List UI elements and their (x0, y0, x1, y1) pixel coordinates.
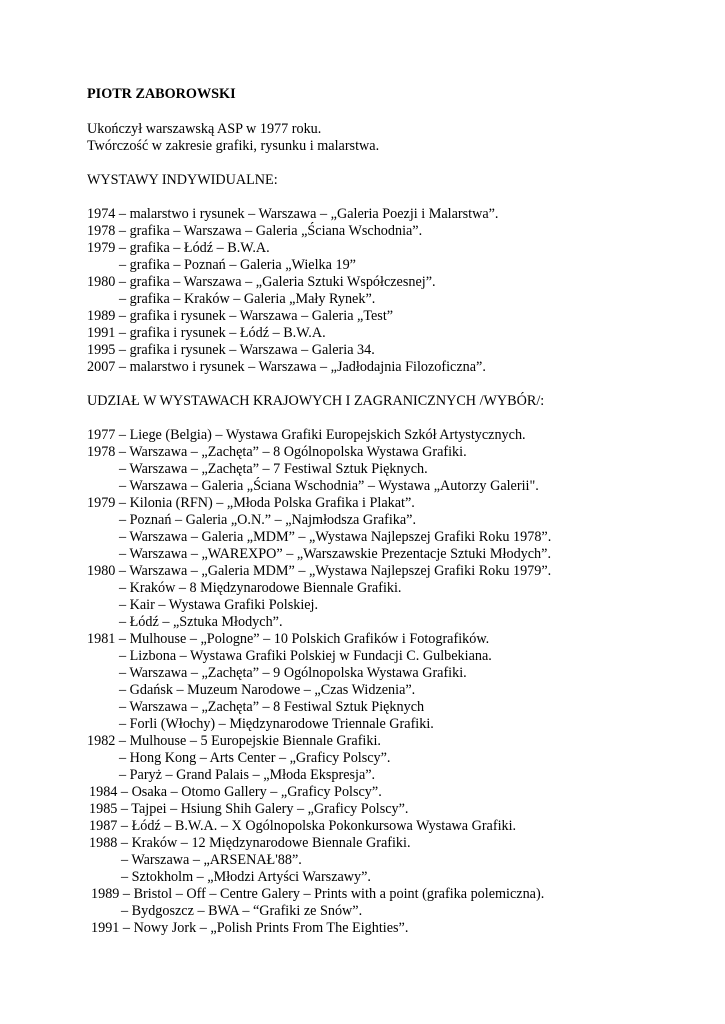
group-exhibition-line: – Warszawa – „ARSENAŁ'88”. (121, 852, 302, 868)
group-exhibition-line: – Hong Kong – Arts Center – „Graficy Polscy”. (119, 750, 391, 766)
solo-exhibition-line: 1995 – grafika i rysunek – Warszawa – Galeria 34. (87, 342, 375, 358)
group-exhibition-line: 1984 – Osaka – Otomo Gallery – „Graficy Polscy”. (89, 784, 382, 800)
group-exhibition-line: – Gdańsk – Muzeum Narodowe – „Czas Widzenia”. (119, 682, 416, 698)
group-exhibition-line: – Paryż – Grand Palais – „Młoda Ekspresja”. (119, 767, 376, 783)
group-exhibition-line: – Warszawa – Galeria „MDM” – „Wystawa Najlepszej Grafiki Roku 1978”. (119, 529, 552, 545)
group-exhibition-line: – Kair – Wystawa Grafiki Polskiej. (119, 597, 319, 613)
section-heading-solo: WYSTAWY INDYWIDUALNE: (87, 172, 278, 188)
solo-exhibition-line: 1979 – grafika – Łódź – B.W.A. (87, 240, 270, 256)
solo-exhibition-line: 1991 – grafika i rysunek – Łódź – B.W.A. (87, 325, 326, 341)
group-exhibition-line: 1982 – Mulhouse – 5 Europejskie Biennale Grafiki. (87, 733, 381, 749)
group-exhibition-line: – Bydgoszcz – BWA – “Grafiki ze Snów”. (121, 903, 363, 919)
group-exhibition-line: 1991 – Nowy Jork – „Polish Prints From The Eighties”. (91, 920, 409, 936)
group-exhibition-line: 1989 – Bristol – Off – Centre Galery – Prints with a point (grafika polemiczna). (91, 886, 545, 902)
group-exhibition-line: 1985 – Tajpei – Hsiung Shih Galery – „Graficy Polscy”. (89, 801, 409, 817)
intro-line: Twórczość w zakresie grafiki, rysunku i malarstwa. (87, 138, 380, 154)
group-exhibition-line: 1981 – Mulhouse – „Pologne” – 10 Polskich Grafików i Fotografików. (87, 631, 490, 647)
group-exhibition-line: 1980 – Warszawa – „Galeria MDM” – „Wystawa Najlepszej Grafiki Roku 1979”. (87, 563, 552, 579)
section-heading-group: UDZIAŁ W WYSTAWACH KRAJOWYCH I ZAGRANICZNYCH /WYBÓR/: (87, 393, 545, 409)
group-exhibition-line: – Forli (Włochy) – Międzynarodowe Triennale Grafiki. (119, 716, 434, 732)
group-exhibition-line: 1978 – Warszawa – „Zachęta” – 8 Ogólnopolska Wystawa Grafiki. (87, 444, 467, 460)
group-exhibition-line: – Sztokholm – „Młodzi Artyści Warszawy”. (121, 869, 371, 885)
group-exhibition-line: – Lizbona – Wystawa Grafiki Polskiej w Fundacji C. Gulbekiana. (119, 648, 492, 664)
group-exhibition-line: – Łódź – „Sztuka Młodych”. (119, 614, 283, 630)
solo-exhibition-line: 1978 – grafika – Warszawa – Galeria „Ściana Wschodnia”. (87, 223, 423, 239)
group-exhibition-line: 1987 – Łódź – B.W.A. – X Ogólnopolska Pokonkursowa Wystawa Grafiki. (89, 818, 517, 834)
solo-exhibition-line: – grafika – Kraków – Galeria „Mały Rynek”. (119, 291, 376, 307)
group-exhibition-line: – Poznań – Galeria „O.N.” – „Najmłodsza Grafika”. (119, 512, 417, 528)
group-exhibition-line: 1988 – Kraków – 12 Międzynarodowe Biennale Grafiki. (89, 835, 411, 851)
solo-exhibition-line: 2007 – malarstwo i rysunek – Warszawa – „Jadłodajnia Filozoficzna”. (87, 359, 486, 375)
solo-exhibition-line: 1980 – grafika – Warszawa – „Galeria Sztuki Współczesnej”. (87, 274, 436, 290)
solo-exhibition-line: 1989 – grafika i rysunek – Warszawa – Galeria „Test” (87, 308, 394, 324)
group-exhibition-line: – Warszawa – „Zachęta” – 9 Ogólnopolska Wystawa Grafiki. (119, 665, 467, 681)
solo-exhibition-line: 1974 – malarstwo i rysunek – Warszawa – „Galeria Poezji i Malarstwa”. (87, 206, 499, 222)
group-exhibition-line: – Warszawa – „Zachęta” – 7 Festiwal Sztuk Pięknych. (119, 461, 428, 477)
group-exhibition-line: 1977 – Liege (Belgia) – Wystawa Grafiki Europejskich Szkół Artystycznych. (87, 427, 526, 443)
document-title: PIOTR ZABOROWSKI (87, 86, 236, 102)
group-exhibition-line: – Warszawa – Galeria „Ściana Wschodnia” – Wystawa „Autorzy Galerii". (119, 478, 539, 494)
group-exhibition-line: – Warszawa – „WAREXPO” – „Warszawskie Prezentacje Sztuki Młodych”. (119, 546, 551, 562)
intro-line: Ukończył warszawską ASP w 1977 roku. (87, 121, 322, 137)
group-exhibition-line: 1979 – Kilonia (RFN) – „Młoda Polska Grafika i Plakat”. (87, 495, 415, 511)
group-exhibition-line: – Warszawa – „Zachęta” – 8 Festiwal Sztuk Pięknych (119, 699, 425, 715)
group-exhibition-line: – Kraków – 8 Międzynarodowe Biennale Grafiki. (119, 580, 402, 596)
solo-exhibition-line: – grafika – Poznań – Galeria „Wielka 19” (119, 257, 356, 273)
